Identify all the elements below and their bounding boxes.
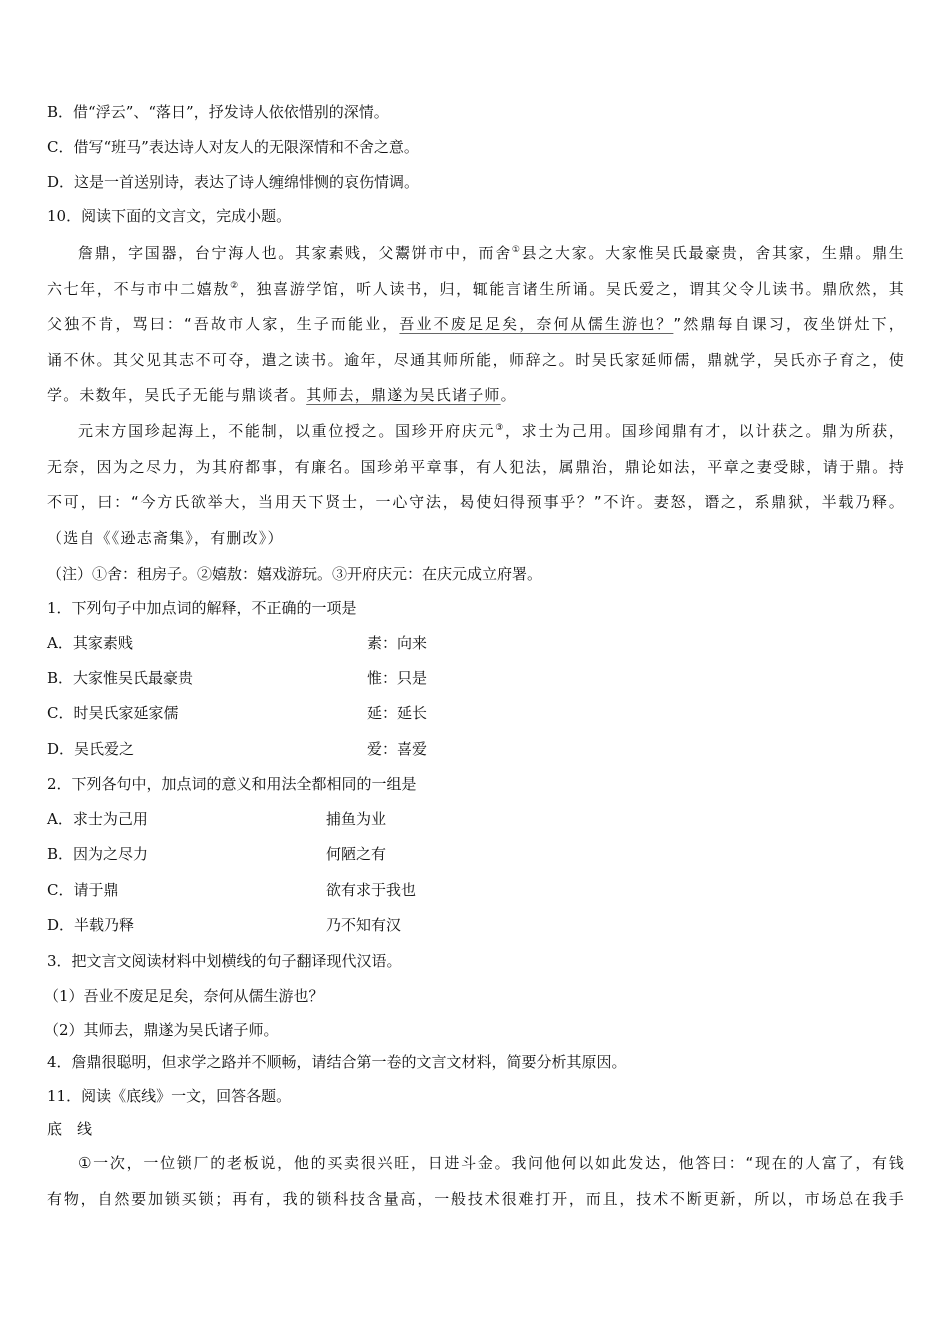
text: 县之大家。大家惟吴氏最豪贵，舍其家，生鼎。鼎生 [521,244,905,262]
sub1-option-a [47,633,133,653]
sub2-pair-d: 乃不知有汉 [326,916,402,934]
option-label: D． [47,173,75,191]
option-text: 其家素贱 [72,634,133,652]
option-label: C． [47,704,74,722]
text: 学。未数年，吴氏子无能与鼎谈者。 [47,386,307,404]
text: 六七年，不与市中二嬉敖 [47,279,231,298]
option-text: 这是一首送别诗，表达了诗人缠绵悱恻的哀伤情调。 [74,173,420,191]
passage-line [47,307,905,343]
classical-passage-2 [47,414,905,556]
passage-note: （注）①舍：租房子。②嬉敖：嬉戏游玩。③开府庆元：在庆元成立府署。 [47,565,543,583]
paragraph-line: ①一次，一位锁厂的老板说，他的买卖很兴旺，日进斗金。我问他何以如此发达，他答曰：“现在的人富了，有钱 [78,1154,905,1172]
q9-option-d [47,172,419,192]
q9-option-c [47,137,419,157]
option-label: B． [47,669,74,687]
text: 不可，曰：“今方氏欲举大，当用天下贤士，一心守法，曷使妇得预事乎？”不许。妻怒，谮之，系鼎狱，半载乃释。 [47,493,905,511]
passage-line [47,414,905,450]
option-text: 请于鼎 [73,881,119,899]
footnote-marker: ① [511,245,522,255]
sub2-option-d [47,915,134,935]
classical-passage-1 [47,236,905,414]
article-paragraph-1 [47,1146,905,1217]
text: 父独不肯，骂曰：“吾故市人家，生子而能业， [47,315,400,333]
option-text: 吴氏爱之 [74,740,135,758]
option-label: B． [47,845,74,863]
option-text: 时吴氏家延家儒 [73,704,179,722]
sub2-pair-b: 何陋之有 [326,845,387,863]
sub1-stem: 1．下列句子中加点词的解释，不正确的一项是 [47,599,357,617]
sub2-stem: 2．下列各句中，加点词的意义和用法全都相同的一组是 [47,775,417,793]
sub2-pair-a: 捕鱼为业 [326,810,387,828]
passage-line [47,450,905,486]
option-label: A． [47,634,73,652]
sub1-gloss-c: 延：延长 [367,704,428,722]
option-label: C． [47,881,74,899]
option-label: D． [47,740,75,758]
text: 无奈，因为之尽力，为其府都事，有廉名。国珍弟平章事，有人犯法，属鼎治，鼎论如法，平章之妻受賕，请于鼎。持 [47,457,905,476]
option-label: A． [47,810,73,828]
sub3-item-1: （1）吾业不废足足矣，奈何从儒生游也？ [44,987,324,1005]
passage-line [47,485,905,521]
sub2-pair-c: 欲有求于我也 [326,881,417,899]
sub2-option-c [47,880,119,900]
passage-line [47,236,905,272]
footnote-marker: ② [230,280,240,291]
text: ”然鼎每自课习，夜坐饼灶下， [673,315,905,333]
underlined-sentence: 吾业不废足足矣，奈何从儒生游也？ [399,315,674,333]
option-label: D． [47,916,75,934]
footnote-marker: ③ [495,423,505,433]
option-text: 求士为己用 [72,810,148,828]
q10-heading: 10．阅读下面的文言文，完成小题。 [47,207,292,225]
passage-line [47,272,905,308]
option-label: B． [47,103,74,121]
option-label: C． [47,138,74,156]
sub1-option-c [47,703,179,723]
sub1-gloss-b: 惟：只是 [367,669,428,687]
text: ，求士为己用。国珍闻鼎有才，以计获之。鼎为所获， [504,422,905,440]
passage-line [47,378,905,414]
sub3-item-2: （2）其师去，鼎遂为吴氏诸子师。 [44,1021,279,1039]
sub4-stem: 4．詹鼎很聪明，但求学之路并不顺畅，请结合第一卷的文言文材料，简要分析其原因。 [47,1053,627,1071]
option-text: 借写“班马”表达诗人对友人的无限深情和不舍之意。 [73,138,419,156]
text: 。 [500,386,517,404]
option-text: 因为之尽力 [73,845,149,863]
option-text: 半载乃释 [74,916,135,934]
option-text: 大家惟吴氏最豪贵 [73,669,194,687]
paragraph-line: 有物，自然要加锁买锁；再有，我的锁科技含量高，一般技术很难打开，而且，技术不断更新，所以，市场总在我手 [47,1189,905,1208]
text: （选自《《逊志斋集》，有删改》） [47,528,284,547]
q11-heading: 11．阅读《底线》一文，回答各题。 [47,1087,292,1105]
sub2-option-b [47,844,148,864]
q9-option-b [47,102,389,122]
passage-line [47,343,905,379]
article-title: 底 线 [47,1120,93,1138]
sub1-gloss-a: 素：向来 [367,634,428,652]
text: ，独喜游学馆，听人读书，归，辄能言诸生所诵。吴氏爱之，谓其父令儿读书。鼎欣然，其 [239,279,905,298]
passage-source [47,521,905,557]
sub1-option-d [47,739,134,759]
sub1-gloss-d: 爱：喜爱 [367,740,428,758]
sub1-option-b [47,668,193,688]
option-text: 借“浮云”、“落日”，抒发诗人依依惜别的深情。 [73,103,389,121]
text: 诵不休。其父见其志不可夺，遣之读书。逾年，尽通其师所能，师辞之。时吴氏家延师儒，鼎就学，吴氏亦子育之，使 [47,350,905,369]
sub3-stem: 3．把文言文阅读材料中划横线的句子翻译现代汉语。 [47,952,402,970]
text: 元末方国珍起海上，不能制，以重位授之。国珍开府庆元 [78,422,496,440]
text: 詹鼎，字国器，台宁海人也。其家素贱，父鬻饼市中，而舍 [78,244,512,262]
underlined-sentence: 其师去，鼎遂为吴氏诸子师 [306,386,501,404]
sub2-option-a [47,809,148,829]
